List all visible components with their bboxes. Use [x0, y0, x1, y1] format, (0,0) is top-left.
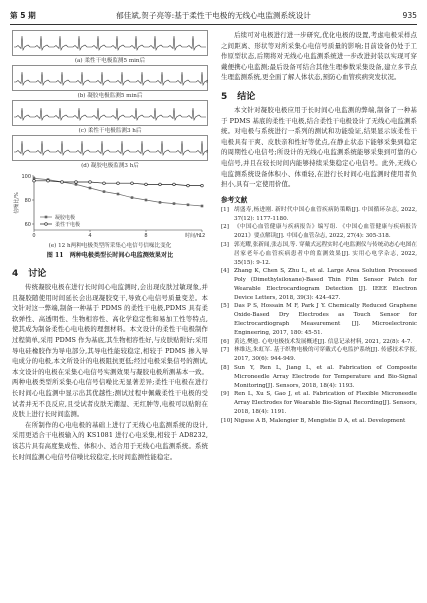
data-point — [33, 180, 36, 183]
reference-text: 林维达,朱虹军. 基于织物电极的可穿戴式心电监护系统[J]. 传感技术学报, 2017, 30(6): 944-949. — [234, 347, 417, 363]
reference-number: [7] — [221, 347, 229, 354]
reference-number: [2] — [221, 224, 229, 231]
data-point — [187, 184, 190, 187]
figure-caption: 图 11 两种电极类型长时间心电监测效果对比 — [46, 252, 174, 259]
reference-text: 《中国心血管健康与疾病报告》编写组. 《中国心血管健康与疾病报告 2021》要点解读[J]. 中国心血管杂志, 2022, 27(4): 305-318. — [234, 224, 417, 240]
data-point — [61, 181, 64, 184]
right-column — [221, 30, 417, 426]
data-point — [103, 190, 106, 193]
running-title: 郁佳斌,贺子亮等:基于柔性干电极的无线心电监测系统设计 — [116, 11, 311, 20]
ecg-frame — [13, 136, 208, 161]
reference-number: [4] — [221, 268, 229, 275]
section-title: 结论 — [237, 91, 256, 102]
data-point — [89, 187, 92, 190]
reference-item — [221, 390, 417, 416]
section-number: 5 — [221, 91, 228, 102]
section-heading-conclusion — [221, 89, 417, 102]
page-number: 935 — [402, 11, 417, 20]
section-heading-discussion — [12, 266, 208, 279]
reference-number: [8] — [221, 365, 229, 372]
discussion-continued: 后续可对电极进行进一步研究,优化电极的设置,考虑电极采样点之间距离、形状等对所采集心电信号质量的影响;目前设备仍处于工作原型状态,后期将对无线心电监测系统进一步改进封装以实现可穿戴便携心电监测;最后设备可结合其他生理参数采集设备,建立多节点生理监测系统,更全面了解人体状态,预防心血管疾病突发状况。 — [221, 31, 417, 82]
reference-item — [221, 223, 417, 241]
reference-item — [221, 206, 417, 224]
legend-label: 凝胶电极 — [55, 215, 76, 221]
ecg-caption-b: (b) 凝胶电极监测5 min后 — [77, 93, 143, 99]
discussion-paragraph-2: 在所制作的心电电极的基础上进行了无线心电监测系统的设计,采用更适合干电极输入的 KS1081 进行心电采集,相较于 AD8232,该芯片具有高度集成性、体积小、适合用于无线心电监测系统。系统长时间监测心电信号信噪比较稳定,长时间监测性能稳定。 — [12, 420, 208, 461]
reference-number: [1] — [221, 206, 229, 213]
ecg-strip-d — [12, 135, 208, 161]
discussion-paragraph-1: 传统凝胶电极在进行长时间心电监测时,会出现皮肤过敏现象,并且凝胶随使用时间延长会出现凝胶变干,导致心电信号质量变差。本文针对这一弊端,制备一种基于 PDMS 的柔性干电极,PDMS 具有柔软弹性、高透明性、生物相容性、高化学稳定性和易加工性等特点,使其成为制备柔性心电电极的理想材料。本文设计的柔性干电极制作过程简单,采用 PDMS 作为基底,其生物相容性好,与皮肤贴附好;采用导电硅橡胶作为导电部分,其导电性能较稳定,相较于 PDMS 掺入导电成分的电极,本文所设计的电极阻抗更低;经过电极采集信号的测试,本文设计的电极在采集心电信号实测效果与凝胶电极所测基本一致。两种电极类型所采集心电信号信噪比无显著差异;柔性干电极在进行长时间心电监测中显示出其优越性;测试过程中佩戴柔性干电极的受试者并无不良反应,且受试者皮肤无潮湿、无红肿等,电极可以贴附在皮肤上进行长时间监测。 — [12, 283, 208, 419]
data-point — [201, 205, 204, 208]
chart-subcaption: (e) 12 h两种电极类型所采集心电信号信噪比变化 — [48, 243, 172, 249]
left-column — [12, 30, 208, 462]
data-point — [159, 183, 162, 186]
reference-item — [221, 241, 417, 267]
y-axis-label: 信噪比/% — [14, 192, 20, 214]
reference-text: 黄达,樊迪. 心电电极技术发展概述[J]. 信息记录材料, 2021, 22(8): 4-7. — [234, 338, 413, 345]
data-point — [117, 193, 120, 196]
ecg-strip-b — [12, 65, 208, 91]
data-point — [117, 182, 120, 185]
reference-number: [5] — [221, 303, 229, 310]
reference-text: 胡盛寿,杨进刚. 新时代中国心血管疾病防策略[J]. 中国循环杂志, 2022, 37(12): 1177-1180. — [234, 206, 417, 222]
snr-chart-svg — [12, 172, 208, 242]
x-axis-label: 时间/h — [185, 233, 200, 239]
ecg-caption-a: (a) 柔性干电极监测5 min后 — [74, 58, 146, 64]
x-tick-label: 0 — [32, 233, 36, 239]
issue-number: 第 5 期 — [10, 11, 36, 20]
data-point — [103, 182, 106, 185]
references-title: 参考文献 — [221, 195, 248, 204]
data-point — [145, 183, 148, 186]
reference-list — [221, 206, 417, 426]
data-point — [145, 199, 148, 202]
data-point — [131, 182, 134, 185]
reference-number: [3] — [221, 241, 229, 248]
section-title: 讨论 — [28, 269, 47, 279]
data-point — [89, 181, 92, 184]
legend-marker — [45, 216, 48, 219]
ecg-caption-c: (c) 柔性干电极监测3 h后 — [78, 128, 142, 134]
ecg-strip-c — [12, 100, 208, 126]
data-point — [159, 201, 162, 204]
data-point — [173, 183, 176, 186]
reference-item — [221, 267, 417, 302]
data-point — [187, 204, 190, 207]
figure-11 — [12, 30, 208, 260]
reference-number: [6] — [221, 338, 229, 345]
reference-item — [221, 302, 417, 337]
data-point — [47, 180, 50, 183]
y-tick-label: 60 — [24, 222, 31, 228]
reference-number: [10] — [221, 417, 233, 424]
x-tick-label: 4 — [88, 233, 92, 239]
reference-text: Sun Y, Ren L, Jiang L, et al. Fabrication of Composite Microneedle Array Electrode for Temperature and Bio-Signal Monitoring[J]. Sensors, 2018, 18(4): 1193. — [234, 365, 417, 389]
ecg-caption-d: (d) 凝胶电极监测3 h后 — [81, 163, 139, 169]
reference-item — [221, 346, 417, 364]
y-tick-label: 80 — [24, 198, 31, 204]
section-number: 4 — [12, 269, 19, 279]
data-point — [131, 196, 134, 199]
reference-item — [221, 364, 417, 390]
reference-item — [221, 338, 417, 347]
reference-text: Das P S, Hossain M F, Park J Y. Chemically Reduced Graphene Oxide-Based Dry Electrodes as Touch Sensor for Electrocardiograph Measurement [J]. Microelectronic Engineering, 2017, 180: 45-51. — [234, 303, 417, 336]
data-point — [75, 181, 78, 184]
conclusion-paragraph: 本文针对凝胶电极应用于长时间心电监测的弊端,制备了一种基于 PDMS 基底的柔性干电极,结合柔性干电极设计了无线心电监测系统。对电极与系统进行一系列的测试和功能验证,结果显示该柔性干电极具有干爽、皮肤亲和性好等优点,在静止状态下能够采集到稳定的周期性心电信号;所设计的无线心电监测系统能够采集到可靠的心电信号,并且在较长时间内能够持续采集稳定心电信号。此外,无线心电监测系统设备体积小、体重轻,在进行长时间心电监测时使用者负担小,具有一定使用价值。 — [221, 105, 417, 189]
reference-item — [221, 417, 417, 426]
ecg-strip-a — [12, 30, 208, 56]
reference-text: Ren L, Xu S, Gao J, et al. Fabrication of Flexible Microneedle Array Electrodes for Wearable Bio-Signal Recording[J]. Sensors, 2018, 18(4): 1191. — [234, 391, 417, 416]
legend-marker — [45, 223, 48, 226]
data-point — [173, 202, 176, 205]
legend-label: 柔性干电极 — [55, 222, 81, 228]
data-point — [201, 184, 204, 187]
running-header — [10, 8, 417, 25]
reference-text: Zhang K, Chen S, Zhu L, et al. Large Area Solution Processed Poly (Dimethylsiloxane)-Based Thin Film Sensor Patch for Wearable Electrocardiogram Detection [J]. IEEE Electron Device Letters, 2018, 39(3): 424-427. — [234, 268, 417, 301]
x-tick-label: 8 — [144, 233, 148, 239]
reference-text: Niguse A B, Malengier B, Mengistie D A, et al. Development — [234, 417, 406, 424]
ecg-frame — [13, 101, 208, 126]
x-tick-label: 12 — [198, 233, 206, 239]
y-tick-label: 100 — [21, 174, 31, 180]
reference-number: [9] — [221, 391, 229, 398]
snr-chart — [12, 172, 208, 242]
reference-text: 郭光耀,张新闻,张志国,等. 穿戴式远程实时心电监测仪与传统动态心电图在居家老年心血管疾病患者中的监测效果[J]. 实用心电学杂志, 2022, 35(15): 9-12. — [234, 241, 417, 266]
